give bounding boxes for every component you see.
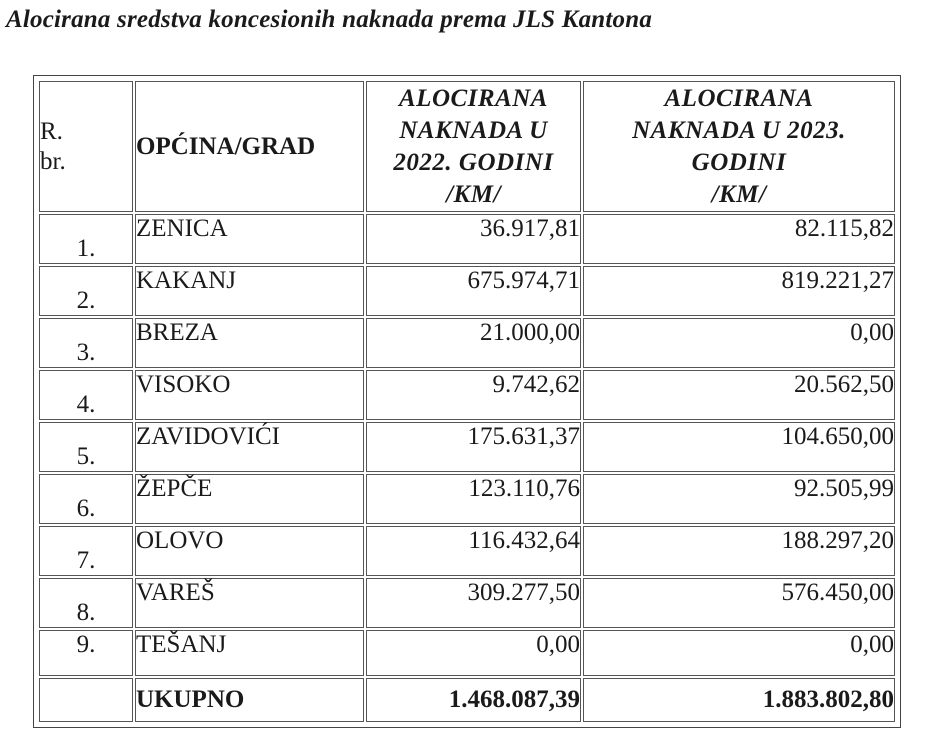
municipality-name: ŽEPČE bbox=[135, 474, 364, 524]
table-row bbox=[39, 214, 895, 264]
total-2023: 1.883.802,80 bbox=[583, 678, 895, 722]
allocation-table-frame bbox=[33, 75, 901, 728]
table-row bbox=[39, 318, 895, 368]
value-2022: 675.974,71 bbox=[366, 266, 581, 316]
table-row bbox=[39, 266, 895, 316]
row-number: 4. bbox=[39, 370, 133, 420]
document-title: Alocirana sredstva koncesionih naknada prema JLS Kantona bbox=[6, 6, 653, 33]
header-2023-line: /KM/ bbox=[711, 180, 767, 208]
row-number: 1. bbox=[39, 214, 133, 264]
header-rbr-line: R. bbox=[40, 117, 63, 145]
value-2023: 819.221,27 bbox=[583, 266, 895, 316]
header-2022 bbox=[366, 81, 581, 212]
row-number: 2. bbox=[39, 266, 133, 316]
header-2022-line: ALOCIRANA bbox=[399, 84, 548, 112]
value-2022: 116.432,64 bbox=[366, 526, 581, 576]
row-number: 6. bbox=[39, 474, 133, 524]
value-2022: 309.277,50 bbox=[366, 578, 581, 628]
header-2022-line: 2022. GODINI bbox=[393, 148, 554, 176]
total-2022: 1.468.087,39 bbox=[366, 678, 581, 722]
row-number: 5. bbox=[39, 422, 133, 472]
total-row-number-empty bbox=[39, 678, 133, 722]
value-2022: 0,00 bbox=[366, 630, 581, 676]
header-opcina: OPĆINA/GRAD bbox=[135, 81, 364, 212]
header-2023-line: ALOCIRANA bbox=[664, 84, 814, 112]
header-row bbox=[39, 81, 895, 212]
value-2023: 0,00 bbox=[583, 630, 895, 676]
value-2022: 175.631,37 bbox=[366, 422, 581, 472]
table-row bbox=[39, 422, 895, 472]
row-number: 8. bbox=[39, 578, 133, 628]
value-2023: 188.297,20 bbox=[583, 526, 895, 576]
table-row bbox=[39, 474, 895, 524]
value-2023: 92.505,99 bbox=[583, 474, 895, 524]
header-2023-line: GODINI bbox=[691, 148, 787, 176]
municipality-name: TEŠANJ bbox=[135, 630, 364, 676]
value-2023: 20.562,50 bbox=[583, 370, 895, 420]
municipality-name: VAREŠ bbox=[135, 578, 364, 628]
value-2022: 21.000,00 bbox=[366, 318, 581, 368]
header-rbr bbox=[39, 81, 133, 212]
municipality-name: OLOVO bbox=[135, 526, 364, 576]
value-2023: 82.115,82 bbox=[583, 214, 895, 264]
table-row bbox=[39, 370, 895, 420]
header-2022-line: /KM/ bbox=[446, 180, 501, 208]
table-row bbox=[39, 578, 895, 628]
municipality-name: BREZA bbox=[135, 318, 364, 368]
total-row bbox=[39, 678, 895, 722]
value-2023: 104.650,00 bbox=[583, 422, 895, 472]
municipality-name: ZENICA bbox=[135, 214, 364, 264]
municipality-name: VISOKO bbox=[135, 370, 364, 420]
municipality-name: ZAVIDOVIĆI bbox=[135, 422, 364, 472]
header-2022-line: NAKNADA U bbox=[399, 116, 548, 144]
row-number: 7. bbox=[39, 526, 133, 576]
row-number: 9. bbox=[39, 630, 133, 676]
row-number: 3. bbox=[39, 318, 133, 368]
header-2023-line: NAKNADA U 2023. bbox=[632, 116, 846, 144]
allocation-table bbox=[37, 79, 897, 724]
header-2023 bbox=[583, 81, 895, 212]
municipality-name: KAKANJ bbox=[135, 266, 364, 316]
value-2022: 9.742,62 bbox=[366, 370, 581, 420]
header-rbr-line: br. bbox=[40, 147, 66, 175]
table-row bbox=[39, 526, 895, 576]
value-2023: 576.450,00 bbox=[583, 578, 895, 628]
total-label: UKUPNO bbox=[135, 678, 364, 722]
table-row bbox=[39, 630, 895, 676]
value-2023: 0,00 bbox=[583, 318, 895, 368]
value-2022: 36.917,81 bbox=[366, 214, 581, 264]
value-2022: 123.110,76 bbox=[366, 474, 581, 524]
